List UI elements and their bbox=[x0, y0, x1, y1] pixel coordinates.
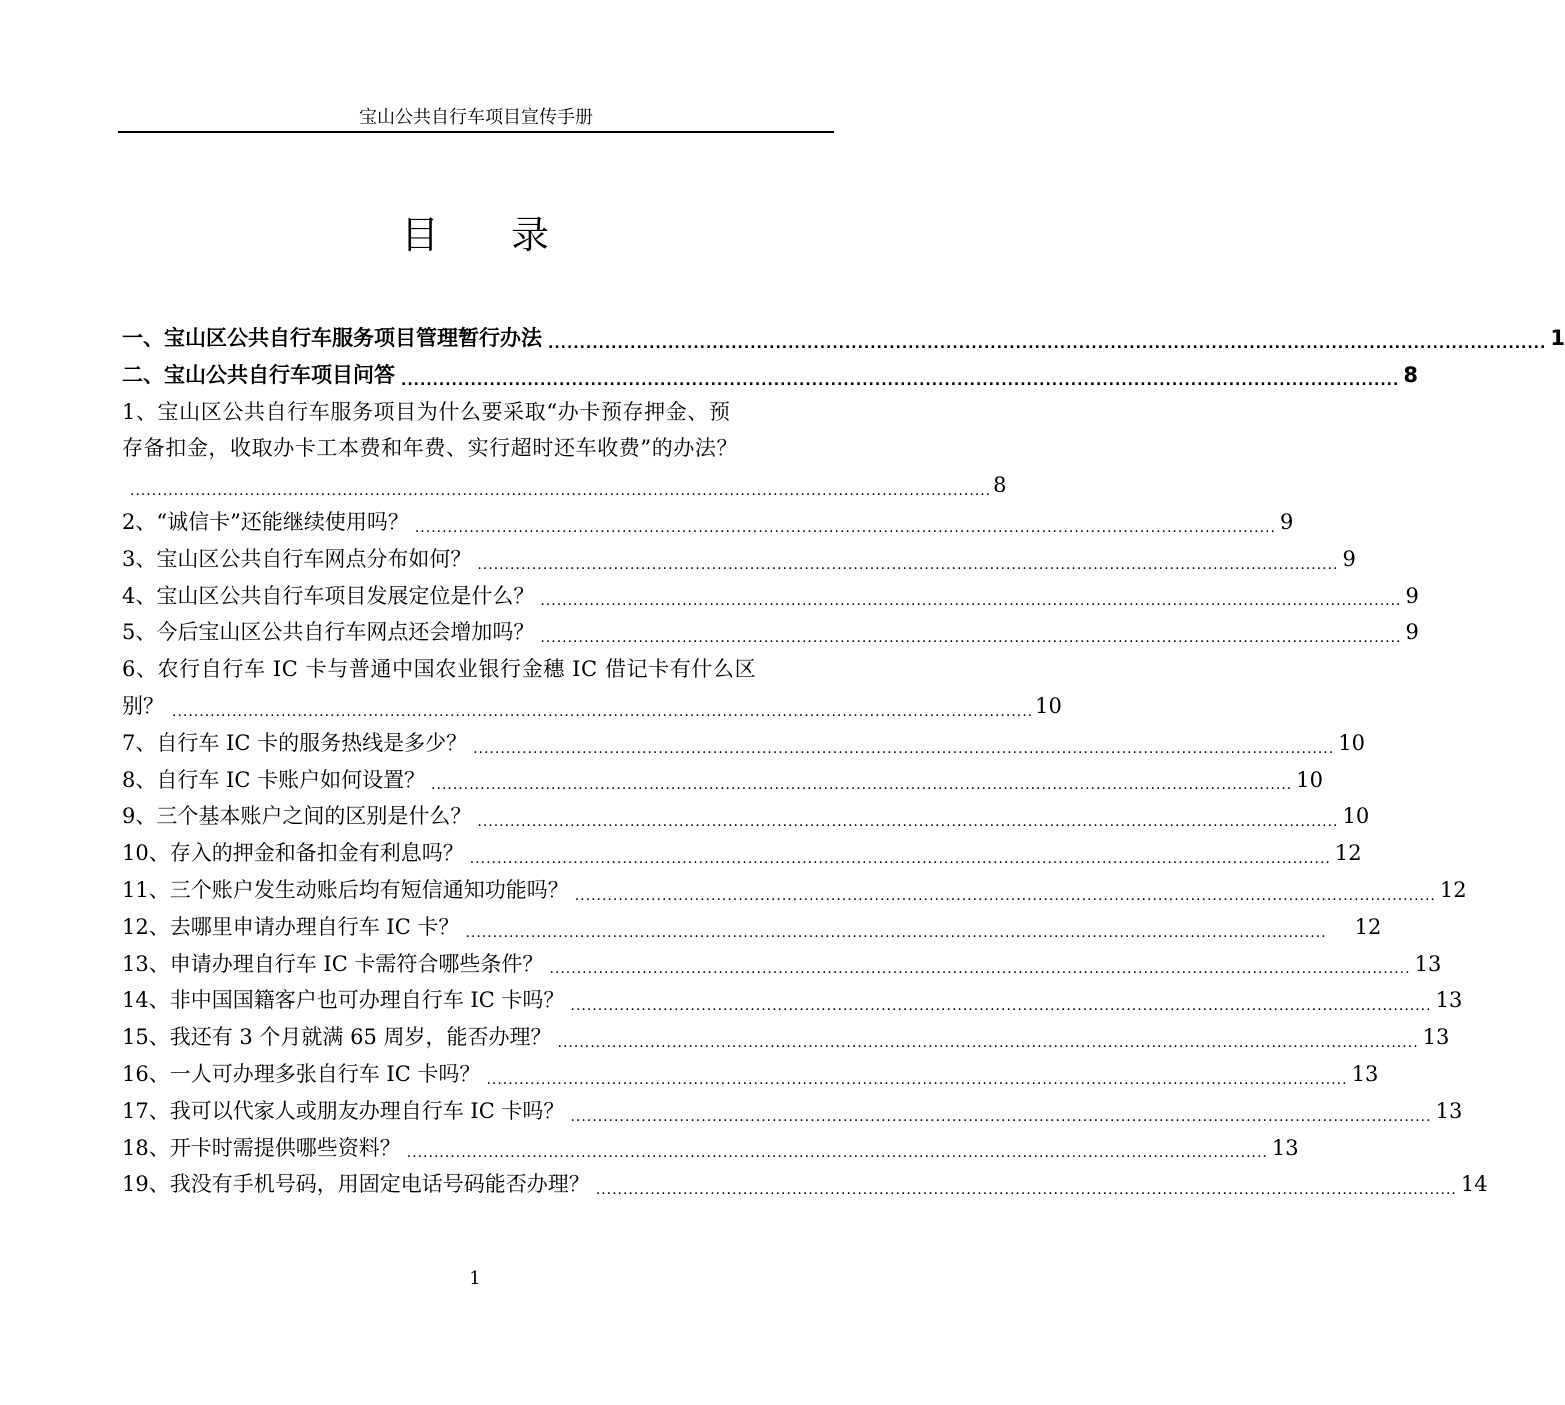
toc-entry-text: 4、宝山区公共自行车项目发展定位是什么？ bbox=[122, 583, 535, 608]
toc-entry-text: 11、三个账户发生动账后均有短信通知功能吗？ bbox=[122, 877, 569, 902]
toc-entry-last-line bbox=[122, 467, 1007, 504]
toc-page-number: 12 bbox=[1439, 877, 1467, 902]
toc-page-number: 13 bbox=[1435, 988, 1463, 1013]
toc-entry-q10[interactable] bbox=[122, 835, 1362, 872]
toc-entry-text: 8、自行车 IC 卡账户如何设置？ bbox=[122, 767, 426, 792]
toc-leader-dots: .............................................................................................................................................................. bbox=[414, 519, 1276, 536]
toc-leader-dots: .............................................................................................................................................................. bbox=[431, 777, 1293, 794]
toc-entry-q19[interactable] bbox=[122, 1166, 1488, 1203]
toc-entry-q8[interactable] bbox=[122, 762, 1323, 799]
toc-entry-last-line bbox=[122, 688, 1062, 725]
toc-entry-text-line: 6、农行自行车 IC 卡与普通中国农业银行金穗 IC 借记卡有什么区 bbox=[122, 657, 757, 682]
toc-page-number: 12 bbox=[1354, 914, 1382, 939]
toc-leader-dots: .............................................................................................................................................................. bbox=[401, 372, 1400, 389]
toc-page-number: 10 bbox=[1296, 767, 1323, 792]
toc-leader-dots: .............................................................................................................................................................. bbox=[486, 1071, 1348, 1088]
toc-page-number: 14 bbox=[1460, 1172, 1488, 1197]
toc-leader-dots: .............................................................................................................................................................. bbox=[570, 1108, 1432, 1125]
table-of-contents bbox=[122, 320, 1565, 1203]
toc-page-number: 9 bbox=[1405, 583, 1419, 608]
toc-entry-q17[interactable] bbox=[122, 1093, 1463, 1130]
toc-page-number: 13 bbox=[1351, 1061, 1379, 1086]
toc-entry-text: 二、宝山公共自行车项目问答 bbox=[122, 362, 395, 387]
toc-entry-q6[interactable] bbox=[122, 651, 1062, 725]
toc-page-number: 9 bbox=[1405, 620, 1419, 645]
toc-leader-dots: .............................................................................................................................................................. bbox=[465, 924, 1327, 941]
toc-entry-text: 5、今后宝山区公共自行车网点还会增加吗？ bbox=[122, 620, 535, 645]
toc-leader-dots: .............................................................................................................................................................. bbox=[595, 1182, 1457, 1199]
toc-page-number: 13 bbox=[1414, 951, 1442, 976]
toc-entry-q9[interactable] bbox=[122, 798, 1370, 835]
toc-page-number: 8 bbox=[1403, 362, 1418, 387]
toc-entry-q13[interactable] bbox=[122, 946, 1442, 983]
toc-entry-section-1[interactable] bbox=[122, 320, 1565, 357]
toc-entry-q2[interactable] bbox=[122, 504, 1294, 541]
toc-page-number: 10 bbox=[1035, 693, 1062, 718]
toc-entry-text: 14、非中国国籍客户也可办理自行车 IC 卡吗？ bbox=[122, 988, 565, 1013]
toc-leader-dots: .............................................................................................................................................................. bbox=[477, 814, 1339, 831]
toc-entry-text: 13、申请办理自行车 IC 卡需符合哪些条件？ bbox=[122, 951, 544, 976]
toc-entry-text-line: 存备扣金，收取办卡工本费和年费、实行超时还车收费”的办法？ bbox=[122, 436, 739, 461]
toc-entry-text: 15、我还有 3 个月就满 65 周岁，能否办理？ bbox=[122, 1025, 552, 1050]
toc-entry-q18[interactable] bbox=[122, 1130, 1299, 1167]
toc-leader-dots: .............................................................................................................................................................. bbox=[172, 703, 1034, 720]
toc-leader-dots: .............................................................................................................................................................. bbox=[469, 850, 1331, 867]
toc-entry-text: 别？ bbox=[122, 693, 164, 718]
toc-page-number: 13 bbox=[1435, 1098, 1463, 1123]
toc-leader-dots: .............................................................................................................................................................. bbox=[548, 335, 1547, 352]
toc-page-number: 9 bbox=[1279, 509, 1294, 534]
toc-entry-text: 3、宝山区公共自行车网点分布如何？ bbox=[122, 546, 472, 571]
toc-entry-text: 12、去哪里申请办理自行车 IC 卡？ bbox=[122, 914, 460, 939]
toc-page-number: 12 bbox=[1334, 841, 1362, 866]
toc-entry-q4[interactable] bbox=[122, 578, 1419, 615]
toc-entry-text-line: 1、宝山区公共自行车服务项目为什么要采取“办卡预存押金、预 bbox=[122, 399, 731, 424]
toc-page-number: 13 bbox=[1422, 1025, 1450, 1050]
toc-leader-dots: .............................................................................................................................................................. bbox=[574, 887, 1436, 904]
toc-leader-dots: .............................................................................................................................................................. bbox=[557, 1034, 1419, 1051]
toc-entry-text: 一、宝山区公共自行车服务项目管理暂行办法 bbox=[122, 326, 542, 350]
toc-entry-q1[interactable] bbox=[122, 394, 1007, 504]
toc-entry-text: 10、存入的押金和备扣金有利息吗？ bbox=[122, 841, 464, 866]
page-number: 1 bbox=[469, 1268, 481, 1289]
toc-entry-text: 2、“诚信卡”还能继续使用吗？ bbox=[122, 509, 409, 534]
toc-entry-text: 9、三个基本账户之间的区别是什么？ bbox=[122, 804, 472, 829]
toc-leader-dots: .............................................................................................................................................................. bbox=[130, 482, 992, 499]
toc-entry-q7[interactable] bbox=[122, 725, 1365, 762]
toc-entry-text: 17、我可以代家人或朋友办理自行车 IC 卡吗？ bbox=[122, 1098, 565, 1123]
toc-entry-text: 19、我没有手机号码，用固定电话号码能否办理？ bbox=[122, 1172, 590, 1197]
toc-entry-q12[interactable] bbox=[122, 909, 1382, 946]
toc-leader-dots: .............................................................................................................................................................. bbox=[477, 556, 1339, 573]
toc-entry-q14[interactable] bbox=[122, 982, 1463, 1019]
toc-page-number: 10 bbox=[1338, 730, 1365, 755]
toc-page-number: 13 bbox=[1271, 1135, 1299, 1160]
page-title: 目录 bbox=[400, 213, 621, 257]
toc-leader-dots: .............................................................................................................................................................. bbox=[406, 1145, 1268, 1162]
toc-entry-q5[interactable] bbox=[122, 614, 1419, 651]
toc-entry-q3[interactable] bbox=[122, 541, 1356, 578]
toc-entry-q11[interactable] bbox=[122, 872, 1467, 909]
toc-entry-q16[interactable] bbox=[122, 1056, 1379, 1093]
toc-entry-text: 18、开卡时需提供哪些资料？ bbox=[122, 1135, 401, 1160]
toc-leader-dots: .............................................................................................................................................................. bbox=[570, 998, 1432, 1015]
toc-entry-text: 7、自行车 IC 卡的服务热线是多少？ bbox=[122, 730, 468, 755]
toc-page-number: 8 bbox=[993, 473, 1007, 498]
running-header: 宝山公共自行车项目宣传手册 bbox=[118, 104, 834, 133]
toc-leader-dots: .............................................................................................................................................................. bbox=[540, 593, 1402, 610]
toc-entry-text: 16、一人可办理多张自行车 IC 卡吗？ bbox=[122, 1061, 481, 1086]
toc-entry-q15[interactable] bbox=[122, 1019, 1450, 1056]
toc-entry-section-2[interactable] bbox=[122, 357, 1418, 394]
toc-leader-dots: .............................................................................................................................................................. bbox=[549, 961, 1411, 978]
toc-page-number: 10 bbox=[1342, 804, 1370, 829]
toc-leader-dots: .............................................................................................................................................................. bbox=[473, 740, 1335, 757]
toc-page-number: 9 bbox=[1342, 546, 1356, 571]
toc-leader-dots: .............................................................................................................................................................. bbox=[540, 630, 1402, 647]
toc-page-number: 1 bbox=[1550, 326, 1565, 350]
